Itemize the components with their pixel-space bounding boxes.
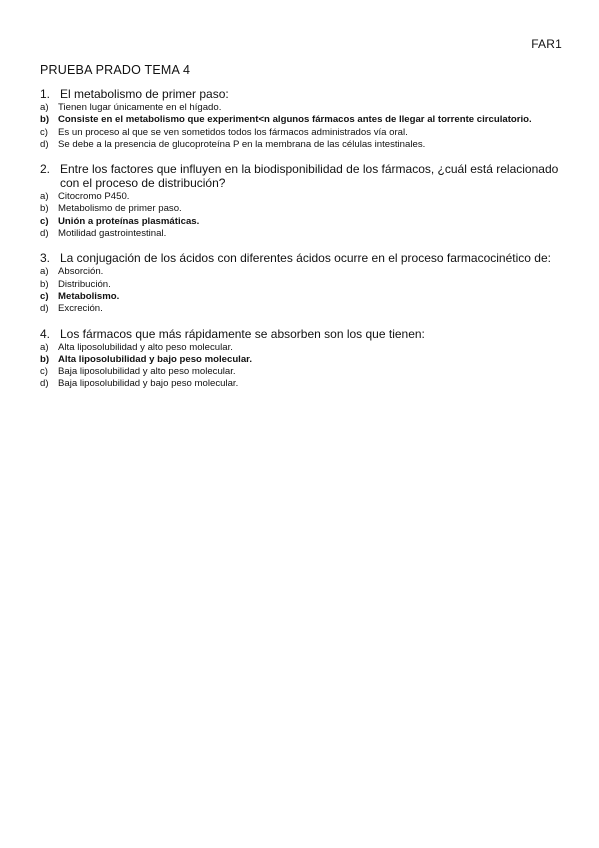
document-title: PRUEBA PRADO TEMA 4: [40, 63, 191, 77]
question-number: 3.: [40, 251, 51, 266]
option-c-correct: [40, 216, 570, 228]
option-letter: c): [40, 290, 49, 302]
option-letter: d): [40, 228, 49, 240]
option-c: [40, 127, 570, 139]
option-letter: d): [40, 303, 49, 315]
question-1: [40, 87, 570, 151]
option-letter: a): [40, 191, 49, 203]
option-letter: a): [40, 341, 49, 353]
question-number: 4.: [40, 326, 51, 341]
page-code: FAR1: [531, 37, 562, 51]
option-letter: b): [40, 278, 49, 290]
option-d: [40, 378, 570, 390]
option-c-correct: [40, 291, 570, 303]
option-b-correct: [40, 354, 570, 366]
option-text: Distribución.: [58, 278, 111, 290]
option-d: [40, 228, 570, 240]
question-text: Los fármacos que más rápidamente se absorben son los que tienen:: [60, 326, 425, 341]
question-number: 1.: [40, 87, 51, 101]
option-text: Tienen lugar únicamente en el hígado.: [58, 102, 222, 113]
option-text: Unión a proteínas plasmáticas.: [58, 215, 200, 227]
option-a: [40, 191, 570, 203]
question-2: [40, 162, 570, 240]
option-a: [40, 342, 570, 354]
option-text: Se debe a la presencia de glucoproteína P en la membrana de las células intestinales.: [58, 138, 426, 150]
option-text: Motilidad gastrointestinal.: [58, 228, 167, 240]
option-letter: c): [40, 215, 49, 227]
question-4-header: [40, 327, 570, 341]
option-b: [40, 203, 570, 215]
option-letter: b): [40, 353, 50, 365]
option-b-correct: [40, 114, 570, 126]
option-d: [40, 303, 570, 315]
option-text: Metabolismo.: [58, 290, 120, 302]
option-a: [40, 102, 570, 114]
option-text: Consiste en el metabolismo que experiment<n algunos fármacos antes de llegar al torrente circulatorio.: [58, 114, 532, 126]
option-letter: d): [40, 378, 49, 390]
option-letter: c): [40, 366, 48, 378]
option-letter: b): [40, 114, 50, 126]
question-list: [40, 87, 570, 402]
option-letter: a): [40, 266, 49, 278]
option-text: Metabolismo de primer paso.: [58, 203, 182, 215]
question-number: 2.: [40, 162, 51, 177]
question-3-header: [40, 251, 570, 265]
option-text: Baja liposolubilidad y alto peso molecular.: [58, 366, 236, 378]
option-text: Alta liposolubilidad y bajo peso molecular.: [58, 353, 253, 365]
question-2-header: [40, 162, 570, 190]
option-c: [40, 366, 570, 378]
question-1-header: [40, 87, 570, 101]
option-text: Alta liposolubilidad y alto peso molecular.: [58, 341, 233, 353]
question-text: Entre los factores que influyen en la biodisponibilidad de los fármacos, ¿cuál está relacionado con el proceso de distribución?: [60, 162, 559, 191]
option-b: [40, 279, 570, 291]
option-letter: c): [40, 126, 48, 138]
option-text: Baja liposolubilidad y bajo peso molecular.: [58, 378, 239, 390]
option-a: [40, 266, 570, 278]
option-text: Es un proceso al que se ven sometidos todos los fármacos administrados vía oral.: [58, 126, 408, 138]
option-text: Excreción.: [58, 303, 103, 315]
option-letter: b): [40, 203, 49, 215]
option-d: [40, 139, 570, 151]
question-text: La conjugación de los ácidos con diferentes ácidos ocurre en el proceso farmacocinético de:: [60, 251, 551, 266]
option-text: Absorción.: [58, 266, 104, 278]
question-text: El metabolismo de primer paso:: [60, 87, 229, 101]
option-letter: d): [40, 138, 49, 150]
option-letter: a): [40, 102, 49, 113]
question-3: [40, 251, 570, 315]
question-4: [40, 327, 570, 391]
option-text: Citocromo P450.: [58, 191, 130, 203]
